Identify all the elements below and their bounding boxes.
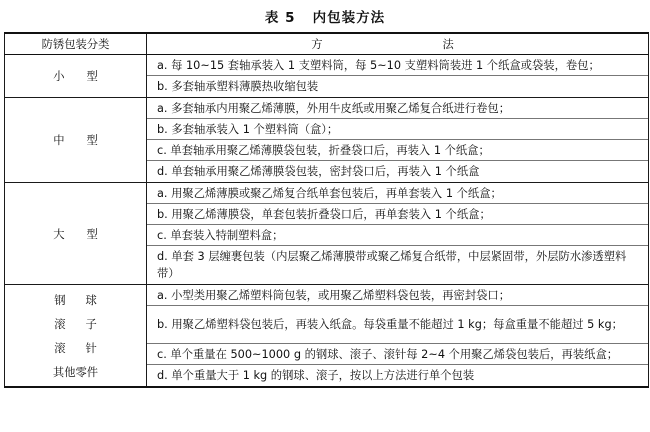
- category-label: 钢球: [54, 293, 117, 307]
- table-header-row: [5, 33, 649, 55]
- method-item: b. 用聚乙烯薄膜袋，单套包装折叠袋口后，再单套装入 1 个纸盒；: [147, 204, 648, 225]
- method-item: b. 多套轴承塑料薄膜热收缩包装: [157, 80, 319, 93]
- method-item: a. 用聚乙烯薄膜或聚乙烯复合纸单套包装后，再单套装入 1 个纸盒；: [147, 183, 648, 204]
- method-item: a. 多套轴承内用聚乙烯薄膜，外用牛皮纸或用聚乙烯复合纸进行卷包；: [147, 98, 648, 119]
- category-cell: [5, 98, 147, 183]
- category-label: 滚针: [54, 341, 117, 355]
- method-item: c. 单套装入特制塑料盒；: [147, 225, 648, 246]
- method-cell: [147, 98, 649, 183]
- method-item: a. 每 10~15 套轴承装入 1 支塑料筒，每 5~10 支塑料筒装进 1 个纸盒或袋装，卷包；: [147, 55, 648, 76]
- table-title: 表 5 内包装方法: [264, 10, 386, 26]
- method-item: d. 单套 3 层缠裹包装（内层聚乙烯薄膜带或聚乙烯复合纸带，中层紧固带，外层防水渗透塑料带）: [157, 250, 627, 280]
- table-row: [5, 285, 649, 388]
- category-cell: [5, 183, 147, 285]
- method-item: d. 单个重量大于 1 kg 的钢球、滚子，按以上方法进行单个包装: [157, 369, 475, 382]
- header-category: 防锈包装分类: [5, 33, 147, 55]
- category-cell: [5, 55, 147, 98]
- header-method-char-1: 方: [311, 38, 323, 51]
- method-item: a. 小型类用聚乙烯塑料筒包装，或用聚乙烯塑料袋包装，再密封袋口；: [147, 285, 648, 306]
- packaging-methods-table: [4, 32, 649, 388]
- table-row: [5, 183, 649, 285]
- table-row: [5, 98, 649, 183]
- category-label: 中型: [53, 134, 120, 147]
- method-item: b. 用聚乙烯塑料袋包装后，再装入纸盒。每袋重量不能超过 1 kg；每盒重量不能超过 5 kg；: [147, 306, 648, 344]
- method-cell: [147, 183, 649, 285]
- method-cell: [147, 285, 649, 388]
- method-cell: [147, 55, 649, 98]
- header-method-char-2: 法: [442, 38, 454, 51]
- method-item: b. 多套轴承装入 1 个塑料筒（盒）；: [147, 119, 648, 140]
- table-row: [5, 55, 649, 98]
- category-label: 大型: [53, 227, 120, 241]
- method-item: c. 单个重量在 500~1000 g 的钢球、滚子、滚针每 2~4 个用聚乙烯袋包装后，再装纸盒；: [147, 344, 648, 365]
- category-label: 小型: [53, 70, 120, 83]
- category-label: 滚子: [54, 317, 117, 331]
- method-item: c. 单套轴承用聚乙烯薄膜袋包装，折叠袋口后，再装入 1 个纸盒；: [147, 140, 648, 161]
- category-label: 其他零件: [52, 365, 99, 379]
- header-method: [147, 33, 649, 55]
- category-cell: [5, 285, 147, 388]
- method-item: d. 单套轴承用聚乙烯薄膜袋包装，密封袋口后，再装入 1 个纸盒: [157, 165, 480, 178]
